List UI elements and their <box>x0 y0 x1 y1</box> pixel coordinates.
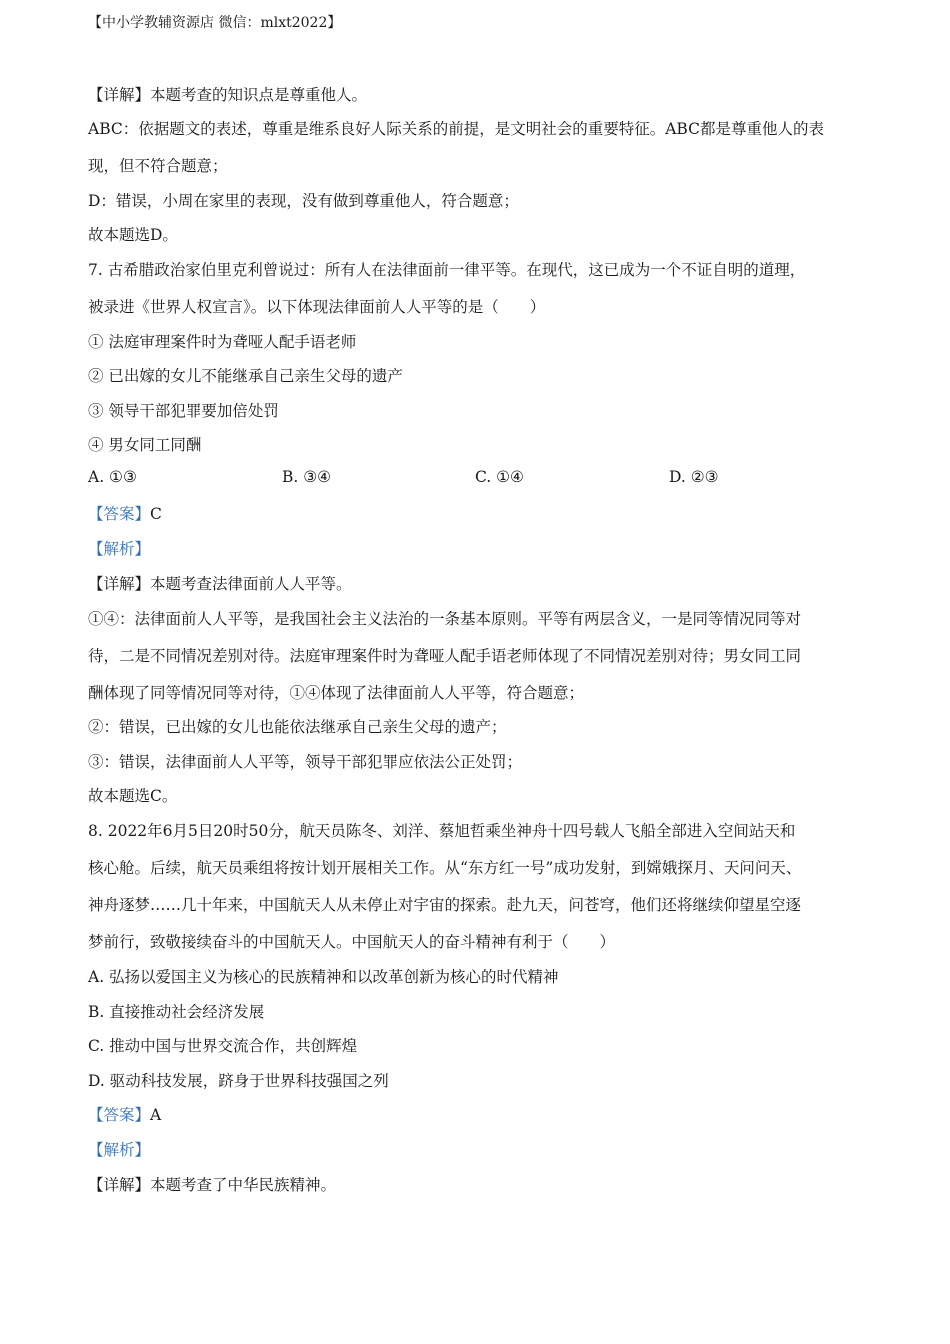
text-line: 现，但不符合题意； <box>88 157 228 175</box>
answer-tag: 【答案】 <box>88 505 151 523</box>
q7-analysis-tag: 【解析】 <box>88 540 151 558</box>
question-7-item: ③ 领导干部犯罪要加倍处罚 <box>88 402 279 420</box>
page-header: 【中小学教辅资源店 微信：mlxt2022】 <box>88 15 342 31</box>
text-line: 故本题选D。 <box>88 226 178 244</box>
text-line: ③：错误，法律面前人人平等，领导干部犯罪应依法公正处罚； <box>88 753 523 771</box>
question-8-stem: 梦前行，致敬接续奋斗的中国航天人。中国航天人的奋斗精神有利于（ ） <box>88 933 616 951</box>
q7-option-b: B. ③④ <box>282 468 332 486</box>
question-8-stem: 神舟逐梦……几十年来，中国航天人从未停止对宇宙的探索。赴九天，问苍穹，他们还将继续仰望星空逐 <box>88 896 802 914</box>
text-line: 【详解】本题考查的知识点是尊重他人。 <box>88 86 368 104</box>
q7-option-d: D. ②③ <box>669 468 719 486</box>
text-line: ②：错误，已出嫁的女儿也能依法继承自己亲生父母的遗产； <box>88 718 507 736</box>
question-7-item: ④ 男女同工同酬 <box>88 436 202 454</box>
question-8-stem: 核心舱。后续，航天员乘组将按计划开展相关工作。从“东方红一号”成功发射，到嫦娥探月、天问问天、 <box>88 859 802 877</box>
text-line: 故本题选C。 <box>88 787 178 805</box>
text-line: ABC：依据题文的表述，尊重是维系良好人际关系的前提，是文明社会的重要特征。ABC都是尊重他人的表 <box>88 120 824 138</box>
q8-option-a: A. 弘扬以爱国主义为核心的民族精神和以改革创新为核心的时代精神 <box>88 968 559 986</box>
text-line: D：错误，小周在家里的表现，没有做到尊重他人，符合题意； <box>88 192 519 210</box>
text-line: 【详解】本题考查法律面前人人平等。 <box>88 575 352 593</box>
question-7-item: ② 已出嫁的女儿不能继承自己亲生父母的遗产 <box>88 367 403 385</box>
answer-value: A <box>150 1106 162 1124</box>
question-7-stem: 被录进《世界人权宣言》。以下体现法律面前人人平等的是（ ） <box>88 298 546 316</box>
q8-answer <box>88 1103 161 1125</box>
text-line: ①④：法律面前人人平等，是我国社会主义法治的一条基本原则。平等有两层含义，一是同等情况同等对 <box>88 610 802 628</box>
question-7-stem: 7. 古希腊政治家伯里克利曾说过：所有人在法律面前一律平等。在现代，这已成为一个不证自明的道理， <box>88 261 806 279</box>
answer-tag: 【答案】 <box>88 1106 151 1124</box>
q8-analysis-tag: 【解析】 <box>88 1141 151 1159</box>
question-7-item: ① 法庭审理案件时为聋哑人配手语老师 <box>88 333 357 351</box>
q8-option-b: B. 直接推动社会经济发展 <box>88 1003 265 1021</box>
q7-option-a: A. ①③ <box>88 468 137 486</box>
answer-value: C <box>150 505 162 523</box>
q7-option-c: C. ①④ <box>475 468 524 486</box>
q8-option-c: C. 推动中国与世界交流合作，共创辉煌 <box>88 1037 358 1055</box>
text-line: 酬体现了同等情况同等对待，①④体现了法律面前人人平等，符合题意； <box>88 684 585 702</box>
q8-detail: 【详解】本题考查了中华民族精神。 <box>88 1176 337 1194</box>
q7-answer <box>88 502 162 524</box>
text-line: 待，二是不同情况差别对待。法庭审理案件时为聋哑人配手语老师体现了不同情况差别对待；男女同工同 <box>88 647 802 665</box>
q8-option-d: D. 驱动科技发展，跻身于世界科技强国之列 <box>88 1072 389 1090</box>
question-8-stem: 8. 2022年6月5日20时50分，航天员陈冬、刘洋、蔡旭哲乘坐神舟十四号载人飞船全部进入空间站天和 <box>88 822 796 840</box>
